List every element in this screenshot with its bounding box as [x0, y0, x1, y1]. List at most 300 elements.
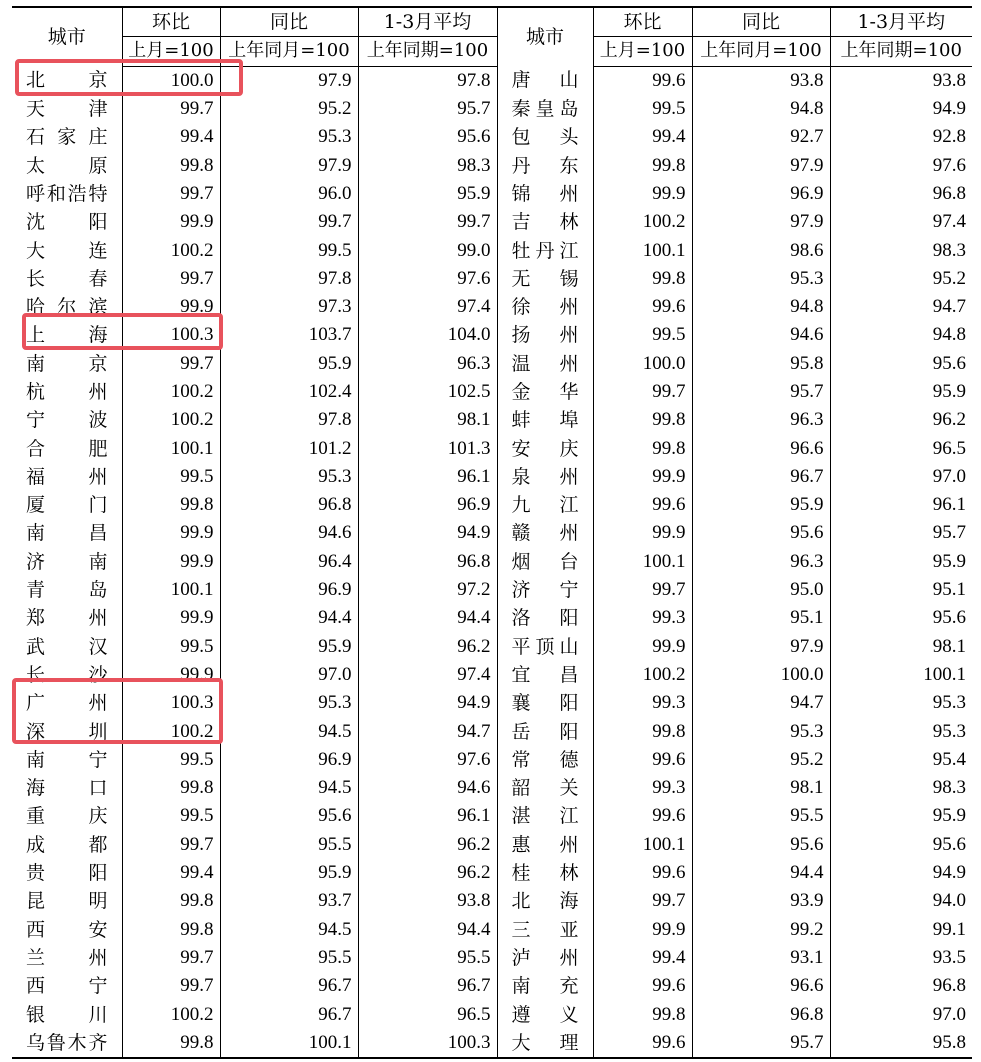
- table-row: [12, 463, 972, 491]
- table-row: [12, 717, 972, 745]
- yoy-value-left: 94.4: [220, 604, 358, 632]
- mom-value-right: 100.2: [593, 208, 692, 236]
- avg-value-left: 97.2: [358, 576, 497, 604]
- city-name-right: 宜昌: [497, 661, 593, 689]
- city-name-right: 湛江: [497, 802, 593, 830]
- table-row: [12, 859, 972, 887]
- avg-value-left: 94.7: [358, 717, 497, 745]
- table-row: [12, 944, 972, 972]
- avg-value-left: 93.8: [358, 887, 497, 915]
- mom-value-right: 99.6: [593, 746, 692, 774]
- price-index-table: [12, 6, 972, 1059]
- table-row: [12, 548, 972, 576]
- mom-value-right: 100.1: [593, 548, 692, 576]
- table-row: [12, 972, 972, 1000]
- city-name-right: 惠州: [497, 831, 593, 859]
- mom-value-right: 99.3: [593, 689, 692, 717]
- avg-value-left: 97.4: [358, 293, 497, 321]
- city-name-right: 烟台: [497, 548, 593, 576]
- city-name-right: 三亚: [497, 916, 593, 944]
- city-name-left: 西宁: [12, 972, 122, 1000]
- table-row: [12, 293, 972, 321]
- header-mom-left: 环比: [122, 7, 220, 37]
- mom-value-right: 99.8: [593, 717, 692, 745]
- avg-value-left: 95.9: [358, 180, 497, 208]
- mom-value-left: 99.9: [122, 661, 220, 689]
- mom-value-left: 99.5: [122, 463, 220, 491]
- mom-value-right: 99.4: [593, 123, 692, 151]
- city-name-left: 大连: [12, 236, 122, 264]
- mom-value-right: 99.8: [593, 1000, 692, 1028]
- avg-value-right: 95.9: [932, 805, 966, 827]
- city-name-right: 南充: [497, 972, 593, 1000]
- yoy-value-right: 96.6: [692, 434, 830, 462]
- city-name-right: 遵义: [497, 1000, 593, 1028]
- mom-value-left: 100.2: [122, 236, 220, 264]
- avg-value-left: 96.5: [358, 1000, 497, 1028]
- city-name-right: 桂林: [497, 859, 593, 887]
- header-avg-base-right: 上年同期=100: [830, 37, 972, 66]
- yoy-value-left: 95.6: [220, 802, 358, 830]
- mom-value-left: 99.9: [122, 548, 220, 576]
- yoy-value-right: 95.2: [692, 746, 830, 774]
- avg-value-right: 100.1: [923, 663, 966, 685]
- city-name-right: 九江: [497, 491, 593, 519]
- yoy-value-left: 103.7: [220, 321, 358, 349]
- table-row: [12, 689, 972, 717]
- avg-value-right: 94.7: [932, 296, 966, 318]
- avg-value-left: 96.3: [358, 350, 497, 378]
- yoy-value-left: 95.9: [220, 633, 358, 661]
- table-row: [12, 661, 972, 689]
- avg-value-right: 95.8: [830, 1029, 972, 1058]
- avg-value-left: 104.0: [358, 321, 497, 349]
- avg-value-right: 98.3: [932, 239, 966, 261]
- city-name-right: 济宁: [497, 576, 593, 604]
- city-name-right: 泸州: [497, 944, 593, 972]
- city-name-right: 扬州: [497, 321, 593, 349]
- table-row: [12, 265, 972, 293]
- yoy-value-right: 94.4: [692, 859, 830, 887]
- city-name-left: 南昌: [12, 519, 122, 547]
- mom-value-left: 99.7: [122, 180, 220, 208]
- table-row: [12, 434, 972, 462]
- yoy-value-right: 95.3: [692, 265, 830, 293]
- header-mom-base-left: 上月=100: [122, 37, 220, 66]
- table-row: [12, 491, 972, 519]
- yoy-value-left: 96.0: [220, 180, 358, 208]
- avg-value-left: 94.9: [358, 519, 497, 547]
- mom-value-right: 99.3: [593, 774, 692, 802]
- avg-value-right: 95.7: [932, 522, 966, 544]
- mom-value-right: 99.6: [593, 491, 692, 519]
- avg-value-right: 95.6: [932, 352, 966, 374]
- table-row: [12, 1029, 972, 1058]
- mom-value-right: 99.3: [593, 604, 692, 632]
- avg-value-left: 94.4: [358, 604, 497, 632]
- mom-value-right: 99.6: [593, 802, 692, 830]
- yoy-value-right: 95.7: [692, 378, 830, 406]
- city-name-left: 呼和浩特: [12, 180, 122, 208]
- avg-value-right: 95.6: [932, 607, 966, 629]
- yoy-value-right: 97.9: [692, 151, 830, 179]
- avg-value-left: 96.9: [358, 491, 497, 519]
- avg-value-right: 95.4: [932, 748, 966, 770]
- avg-value-left: 94.6: [358, 774, 497, 802]
- yoy-value-right: 93.9: [692, 887, 830, 915]
- yoy-value-left: 101.2: [220, 434, 358, 462]
- yoy-value-right: 95.9: [692, 491, 830, 519]
- yoy-value-right: 94.8: [692, 293, 830, 321]
- mom-value-left: 99.8: [122, 887, 220, 915]
- table-row: [12, 887, 972, 915]
- table-row: [12, 66, 972, 95]
- city-name-left: 兰州: [12, 944, 122, 972]
- mom-value-left: 99.5: [122, 746, 220, 774]
- avg-value-right: 96.5: [932, 437, 966, 459]
- avg-value-right: 95.9: [932, 381, 966, 402]
- yoy-value-left: 99.5: [220, 236, 358, 264]
- yoy-value-right: 96.3: [692, 548, 830, 576]
- city-name-left: 北京: [12, 66, 122, 95]
- header-yoy-right: 同比: [692, 7, 830, 37]
- mom-value-right: 99.7: [593, 378, 692, 406]
- mom-value-left: 99.9: [122, 604, 220, 632]
- yoy-value-left: 96.4: [220, 548, 358, 576]
- mom-value-left: 99.4: [122, 123, 220, 151]
- avg-value-right: 93.5: [932, 946, 966, 968]
- header-yoy-base-left: 上年同月=100: [220, 37, 358, 66]
- header-city-left: 城市: [12, 7, 122, 66]
- yoy-value-left: 95.3: [220, 463, 358, 491]
- avg-value-left: 97.6: [358, 265, 497, 293]
- mom-value-right: 100.2: [593, 661, 692, 689]
- avg-value-right: 94.8: [932, 324, 966, 346]
- mom-value-left: 99.8: [122, 151, 220, 179]
- yoy-value-left: 97.8: [220, 265, 358, 293]
- mom-value-left: 99.9: [122, 293, 220, 321]
- yoy-value-right: 95.7: [692, 1029, 830, 1058]
- yoy-value-right: 96.3: [692, 406, 830, 434]
- table-body: [12, 66, 972, 1058]
- city-name-left: 石家庄: [12, 123, 122, 151]
- mom-value-left: 99.8: [122, 1029, 220, 1058]
- yoy-value-right: 92.7: [692, 123, 830, 151]
- city-name-left: 乌鲁木齐: [12, 1029, 122, 1058]
- yoy-value-left: 95.5: [220, 831, 358, 859]
- yoy-value-right: 95.0: [692, 576, 830, 604]
- avg-value-right: 94.9: [932, 98, 966, 120]
- avg-value-right: 94.9: [932, 862, 966, 884]
- city-name-left: 太原: [12, 151, 122, 179]
- mom-value-left: 99.8: [122, 491, 220, 519]
- city-name-right: 唐山: [497, 66, 593, 95]
- mom-value-left: 99.7: [122, 350, 220, 378]
- table-row: [12, 406, 972, 434]
- yoy-value-right: 96.7: [692, 463, 830, 491]
- city-name-left: 宁波: [12, 406, 122, 434]
- city-name-left: 成都: [12, 831, 122, 859]
- yoy-value-right: 95.6: [692, 831, 830, 859]
- mom-value-left: 99.7: [122, 95, 220, 123]
- avg-value-left: 95.5: [358, 944, 497, 972]
- city-name-left: 合肥: [12, 434, 122, 462]
- avg-value-right: 96.8: [932, 975, 966, 997]
- avg-value-right: 95.3: [932, 692, 966, 714]
- table-row: [12, 519, 972, 547]
- table-row: [12, 1000, 972, 1028]
- city-name-left: 昆明: [12, 887, 122, 915]
- city-name-right: 韶关: [497, 774, 593, 802]
- city-name-left: 福州: [12, 463, 122, 491]
- mom-value-right: 99.8: [593, 406, 692, 434]
- city-name-right: 常德: [497, 746, 593, 774]
- yoy-value-right: 93.8: [692, 66, 830, 95]
- header-avg-left: 1-3月平均: [358, 7, 497, 37]
- avg-value-left: 94.4: [358, 916, 497, 944]
- city-name-right: 北海: [497, 887, 593, 915]
- yoy-value-left: 95.2: [220, 95, 358, 123]
- yoy-value-right: 100.0: [692, 661, 830, 689]
- yoy-value-right: 94.6: [692, 321, 830, 349]
- mom-value-right: 99.8: [593, 265, 692, 293]
- mom-value-left: 99.4: [122, 859, 220, 887]
- mom-value-right: 99.9: [593, 180, 692, 208]
- yoy-value-left: 96.7: [220, 972, 358, 1000]
- avg-value-left: 96.2: [358, 859, 497, 887]
- avg-value-left: 98.1: [358, 406, 497, 434]
- city-name-left: 重庆: [12, 802, 122, 830]
- mom-value-right: 99.7: [593, 576, 692, 604]
- yoy-value-right: 97.9: [692, 633, 830, 661]
- avg-value-left: 97.4: [358, 661, 497, 689]
- mom-value-right: 99.6: [593, 972, 692, 1000]
- city-name-left: 郑州: [12, 604, 122, 632]
- table-row: [12, 180, 972, 208]
- mom-value-right: 99.9: [593, 463, 692, 491]
- mom-value-left: 99.7: [122, 972, 220, 1000]
- yoy-value-right: 95.1: [692, 604, 830, 632]
- yoy-value-left: 95.3: [220, 689, 358, 717]
- city-name-left: 深圳: [12, 717, 122, 745]
- yoy-value-left: 96.7: [220, 1000, 358, 1028]
- avg-value-right: 93.8: [932, 69, 966, 91]
- city-name-left: 哈尔滨: [12, 293, 122, 321]
- table-row: [12, 746, 972, 774]
- yoy-value-right: 94.7: [692, 689, 830, 717]
- yoy-value-left: 94.5: [220, 717, 358, 745]
- mom-value-right: 99.7: [593, 887, 692, 915]
- avg-value-right: 95.6: [932, 833, 966, 855]
- mom-value-left: 99.7: [122, 944, 220, 972]
- avg-value-left: 94.9: [358, 689, 497, 717]
- mom-value-left: 99.7: [122, 831, 220, 859]
- table-row: [12, 378, 972, 406]
- yoy-value-right: 99.2: [692, 916, 830, 944]
- avg-value-right: 95.2: [932, 267, 966, 289]
- yoy-value-left: 94.5: [220, 916, 358, 944]
- avg-value-left: 96.8: [358, 548, 497, 576]
- yoy-value-right: 95.6: [692, 519, 830, 547]
- mom-value-left: 99.7: [122, 265, 220, 293]
- header-avg-base-left: 上年同期=100: [358, 37, 497, 66]
- mom-value-left: 99.9: [122, 208, 220, 236]
- table-row: [12, 123, 972, 151]
- table-row: [12, 350, 972, 378]
- table-row: [12, 604, 972, 632]
- mom-value-left: 99.5: [122, 802, 220, 830]
- city-name-right: 秦皇岛: [497, 95, 593, 123]
- yoy-value-left: 97.9: [220, 66, 358, 95]
- city-name-right: 洛阳: [497, 604, 593, 632]
- avg-value-left: 96.2: [358, 633, 497, 661]
- city-name-right: 襄阳: [497, 689, 593, 717]
- city-name-right: 安庆: [497, 434, 593, 462]
- header-mom-right: 环比: [593, 7, 692, 37]
- city-name-left: 杭州: [12, 378, 122, 406]
- table-row: [12, 802, 972, 830]
- avg-value-right: 96.8: [932, 182, 966, 204]
- city-name-right: 岳阳: [497, 717, 593, 745]
- city-name-left: 西安: [12, 916, 122, 944]
- yoy-value-left: 93.7: [220, 887, 358, 915]
- table-row: [12, 95, 972, 123]
- city-name-right: 徐州: [497, 293, 593, 321]
- avg-value-right: 96.2: [932, 409, 966, 431]
- yoy-value-right: 93.1: [692, 944, 830, 972]
- table-row: [12, 236, 972, 264]
- mom-value-left: 99.8: [122, 916, 220, 944]
- yoy-value-left: 97.0: [220, 661, 358, 689]
- yoy-value-left: 97.3: [220, 293, 358, 321]
- avg-value-right: 94.0: [932, 890, 966, 912]
- mom-value-right: 100.0: [593, 350, 692, 378]
- avg-value-right: 98.1: [932, 635, 966, 657]
- table-row: [12, 774, 972, 802]
- mom-value-right: 99.6: [593, 1029, 692, 1058]
- yoy-value-left: 100.1: [220, 1029, 358, 1058]
- yoy-value-right: 96.8: [692, 1000, 830, 1028]
- mom-value-left: 100.1: [122, 576, 220, 604]
- city-name-left: 沈阳: [12, 208, 122, 236]
- city-name-right: 泉州: [497, 463, 593, 491]
- table-row: [12, 151, 972, 179]
- city-name-right: 无锡: [497, 265, 593, 293]
- yoy-value-right: 96.9: [692, 180, 830, 208]
- mom-value-right: 99.6: [593, 66, 692, 95]
- yoy-value-right: 96.6: [692, 972, 830, 1000]
- mom-value-right: 99.9: [593, 633, 692, 661]
- mom-value-left: 100.2: [122, 1000, 220, 1028]
- avg-value-left: 97.6: [358, 746, 497, 774]
- mom-value-left: 100.0: [122, 66, 220, 95]
- mom-value-left: 100.3: [122, 689, 220, 717]
- mom-value-right: 100.1: [593, 236, 692, 264]
- yoy-value-left: 99.7: [220, 208, 358, 236]
- avg-value-left: 99.0: [358, 236, 497, 264]
- mom-value-left: 99.8: [122, 774, 220, 802]
- avg-value-left: 101.3: [358, 434, 497, 462]
- mom-value-left: 100.1: [122, 434, 220, 462]
- avg-value-left: 96.7: [358, 972, 497, 1000]
- city-name-right: 温州: [497, 350, 593, 378]
- avg-value-left: 95.6: [358, 123, 497, 151]
- avg-value-left: 97.8: [358, 66, 497, 95]
- avg-value-left: 100.3: [358, 1029, 497, 1058]
- avg-value-left: 99.7: [358, 208, 497, 236]
- yoy-value-left: 96.9: [220, 746, 358, 774]
- yoy-value-left: 97.9: [220, 151, 358, 179]
- yoy-value-left: 95.9: [220, 350, 358, 378]
- mom-value-right: 99.9: [593, 916, 692, 944]
- city-name-right: 赣州: [497, 519, 593, 547]
- avg-value-right: 97.0: [932, 1003, 966, 1025]
- mom-value-left: 100.2: [122, 378, 220, 406]
- city-name-right: 金华: [497, 378, 593, 406]
- table-row: [12, 576, 972, 604]
- header-yoy-base-right: 上年同月=100: [692, 37, 830, 66]
- city-name-left: 银川: [12, 1000, 122, 1028]
- table-row: [12, 633, 972, 661]
- header-mom-base-right: 上月=100: [593, 37, 692, 66]
- avg-value-left: 98.3: [358, 151, 497, 179]
- avg-value-right: 96.1: [932, 494, 966, 516]
- avg-value-right: 97.6: [932, 154, 966, 176]
- yoy-value-left: 94.5: [220, 774, 358, 802]
- header-yoy-left: 同比: [220, 7, 358, 37]
- mom-value-right: 99.8: [593, 434, 692, 462]
- yoy-value-left: 95.3: [220, 123, 358, 151]
- city-name-left: 海口: [12, 774, 122, 802]
- city-name-left: 南宁: [12, 746, 122, 774]
- mom-value-left: 99.5: [122, 633, 220, 661]
- avg-value-left: 102.5: [358, 378, 497, 406]
- header-city-right: 城市: [497, 7, 593, 66]
- city-name-right: 牡丹江: [497, 236, 593, 264]
- mom-value-left: 99.9: [122, 519, 220, 547]
- avg-value-left: 95.7: [358, 95, 497, 123]
- yoy-value-right: 98.1: [692, 774, 830, 802]
- city-name-left: 青岛: [12, 576, 122, 604]
- yoy-value-left: 97.8: [220, 406, 358, 434]
- yoy-value-left: 96.8: [220, 491, 358, 519]
- city-name-right: 包头: [497, 123, 593, 151]
- avg-value-right: 97.4: [932, 211, 966, 233]
- mom-value-right: 100.1: [593, 831, 692, 859]
- city-name-right: 大理: [497, 1029, 593, 1058]
- city-name-right: 锦州: [497, 180, 593, 208]
- city-name-right: 丹东: [497, 151, 593, 179]
- city-name-right: 平顶山: [497, 633, 593, 661]
- mom-value-right: 99.6: [593, 859, 692, 887]
- city-name-right: 吉林: [497, 208, 593, 236]
- mom-value-right: 99.8: [593, 151, 692, 179]
- table-row: [12, 208, 972, 236]
- avg-value-left: 96.1: [358, 463, 497, 491]
- yoy-value-right: 95.3: [692, 717, 830, 745]
- mom-value-right: 99.6: [593, 293, 692, 321]
- header-avg-right: 1-3月平均: [830, 7, 972, 37]
- city-name-left: 上海: [12, 321, 122, 349]
- city-name-left: 贵阳: [12, 859, 122, 887]
- mom-value-left: 100.2: [122, 406, 220, 434]
- avg-value-right: 95.3: [932, 720, 966, 742]
- table-row: [12, 831, 972, 859]
- mom-value-right: 99.9: [593, 519, 692, 547]
- city-name-left: 济南: [12, 548, 122, 576]
- avg-value-left: 96.1: [358, 802, 497, 830]
- city-name-left: 厦门: [12, 491, 122, 519]
